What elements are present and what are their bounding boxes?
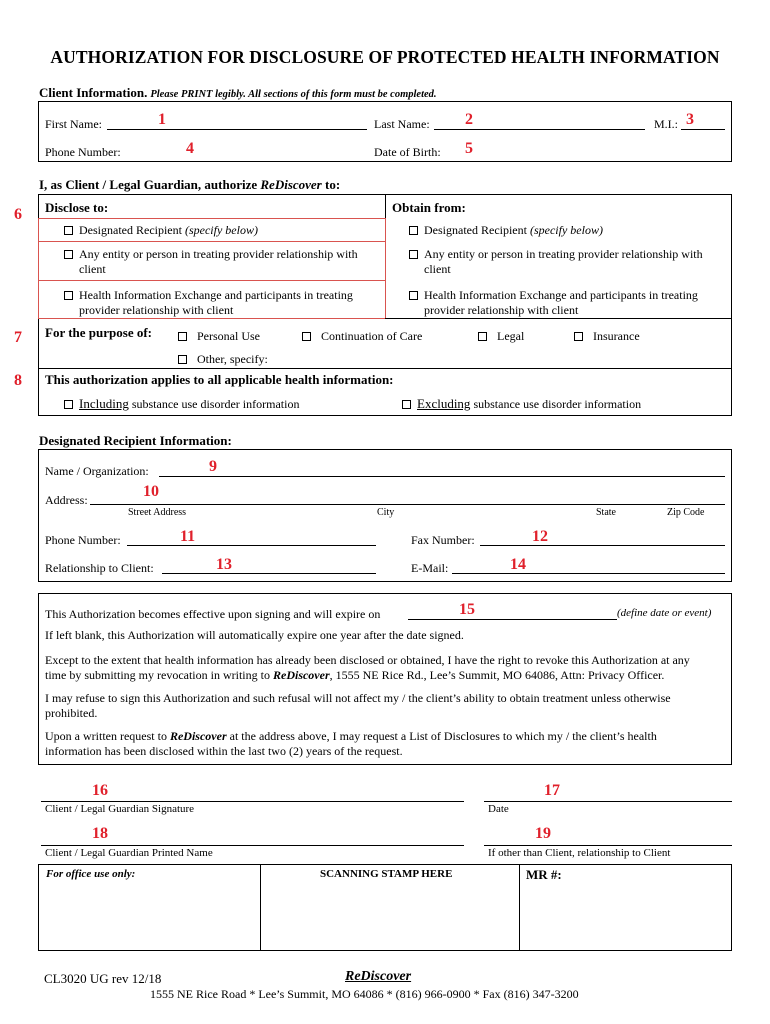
printed-name-caption: Client / Legal Guardian Printed Name (45, 847, 213, 859)
field-number-7: 7 (14, 329, 22, 346)
disclose-designated-note: (specify below) (184, 223, 258, 237)
field-number-11: 11 (180, 528, 196, 545)
checkbox[interactable] (302, 332, 311, 341)
field-number-12: 12 (532, 528, 548, 545)
request-line1-c: at the address above, I may request a List of Disclosures to which my / the client’s health (226, 729, 657, 743)
recipient-address-label: Address: (45, 493, 88, 507)
scanning-stamp-label: SCANNING STAMP HERE (320, 868, 453, 880)
client-info-instruction: Please PRINT legibly. All sections of this form must be completed. (150, 89, 437, 100)
field-number-2: 2 (465, 111, 473, 128)
checkbox[interactable] (64, 400, 73, 409)
recipient-name-field[interactable] (159, 476, 725, 477)
obtain-designated-label: Designated Recipient (424, 223, 530, 237)
dob-label: Date of Birth: (374, 145, 441, 159)
recipient-fax-field[interactable] (480, 545, 725, 546)
revoke-line1: Except to the extent that health information has already been disclosed or obtained, I have the right to revoke this Authorization at any (45, 653, 690, 667)
authorize-lead: I, as Client / Legal Guardian, authorize (39, 177, 261, 192)
purpose-insurance[interactable] (574, 329, 640, 344)
authorize-tail: to: (321, 177, 341, 192)
purpose-legal[interactable] (478, 329, 524, 344)
including-rest: substance use disorder information (128, 397, 300, 411)
request-org: ReDiscover (169, 729, 227, 743)
date-field[interactable] (484, 801, 732, 802)
request-line1 (45, 729, 729, 744)
excluding-word: Excluding (417, 396, 471, 411)
obtain-entity-line1: Any entity or person in treating provider relationship with (424, 247, 703, 261)
obtain-hie-line1: Health Information Exchange and participants in treating (424, 288, 698, 302)
request-line2: information has been disclosed within the last two (2) years of the request. (45, 744, 403, 758)
field-number-13: 13 (216, 556, 232, 573)
last-name-field[interactable] (434, 129, 645, 130)
disclose-highlight-right (385, 218, 386, 318)
applies-divider (38, 368, 732, 369)
recipient-phone-field[interactable] (127, 545, 376, 546)
obtain-option-hie[interactable] (409, 288, 698, 303)
field-number-6: 6 (14, 206, 22, 223)
office-use-label: For office use only: (46, 868, 136, 880)
checkbox[interactable] (178, 332, 187, 341)
checkbox[interactable] (574, 332, 583, 341)
purpose-continuation-label: Continuation of Care (321, 329, 423, 343)
disclose-option-designated[interactable] (64, 223, 258, 238)
field-number-19: 19 (535, 825, 551, 842)
printed-name-field[interactable] (41, 845, 464, 846)
purpose-insurance-label: Insurance (593, 329, 640, 343)
field-number-1: 1 (158, 111, 166, 128)
purpose-legal-label: Legal (497, 329, 525, 343)
zip-caption: Zip Code (667, 507, 705, 518)
blank-text: If left blank, this Authorization will automatically expire one year after the date signed. (45, 628, 464, 642)
city-caption: City (377, 507, 395, 518)
street-caption: Street Address (128, 507, 187, 518)
field-number-14: 14 (510, 556, 526, 573)
mi-label: M.I.: (654, 117, 678, 131)
footer-address: 1555 NE Rice Road * Lee’s Summit, MO 64086 * (816) 966-0900 * Fax (816) 347-3200 (150, 987, 579, 1001)
revoke-line2 (45, 668, 729, 683)
field-number-4: 4 (186, 140, 194, 157)
recipient-relationship-label: Relationship to Client: (45, 561, 154, 575)
signature-field[interactable] (41, 801, 464, 802)
field-number-18: 18 (92, 825, 108, 842)
relationship-caption: If other than Client, relationship to Client (488, 847, 671, 859)
disclose-highlight-sep1 (38, 241, 385, 242)
applies-including[interactable] (64, 396, 299, 412)
disclose-designated-label: Designated Recipient (79, 223, 185, 237)
disclose-heading: Disclose to: (45, 200, 109, 215)
footer-org: ReDiscover (345, 969, 412, 984)
purpose-continuation[interactable] (302, 329, 422, 344)
mr-label: MR #: (526, 867, 562, 882)
checkbox[interactable] (409, 291, 418, 300)
disclose-option-entity[interactable] (64, 247, 358, 262)
disclose-entity-line2: client (79, 262, 106, 276)
recipient-phone-label: Phone Number: (45, 533, 121, 547)
applies-excluding[interactable] (402, 396, 641, 412)
refuse-text (45, 691, 729, 721)
including-word: Including (79, 396, 129, 411)
disclose-highlight-sep2 (38, 280, 385, 281)
refuse-line1: I may refuse to sign this Authorization and such refusal will not affect my / the client’s ability to obtain treatment unless otherwise (45, 691, 671, 705)
field-number-3: 3 (686, 111, 694, 128)
obtain-entity-line2: client (424, 262, 451, 276)
checkbox[interactable] (402, 400, 411, 409)
last-name-label: Last Name: (374, 117, 430, 131)
obtain-designated-note: (specify below) (529, 223, 603, 237)
field-number-8: 8 (14, 372, 22, 389)
purpose-personal[interactable] (178, 329, 260, 344)
field-number-5: 5 (465, 140, 473, 157)
checkbox[interactable] (64, 226, 73, 235)
revoke-text (45, 653, 729, 683)
disclose-highlight-left (38, 218, 39, 318)
checkbox[interactable] (178, 355, 187, 364)
disclose-entity-line1: Any entity or person in treating provider relationship with (79, 247, 358, 261)
office-divider-1 (260, 864, 261, 951)
disclose-option-hie[interactable] (64, 288, 353, 303)
purpose-heading: For the purpose of: (45, 325, 153, 340)
client-info-heading (39, 85, 437, 101)
office-divider-2 (519, 864, 520, 951)
define-note: (define date or event) (617, 607, 712, 619)
recipient-fax-label: Fax Number: (411, 533, 475, 547)
revoke-org: ReDiscover (272, 668, 330, 682)
phone-label: Phone Number: (45, 145, 121, 159)
obtain-option-entity[interactable] (409, 247, 703, 262)
request-text (45, 729, 729, 759)
checkbox[interactable] (64, 291, 73, 300)
applies-heading: This authorization applies to all applicable health information: (45, 372, 394, 387)
recipient-email-label: E-Mail: (411, 561, 449, 575)
disclose-hie-line2: provider relationship with client (79, 303, 234, 317)
recipient-address-field[interactable] (90, 504, 725, 505)
first-name-field[interactable] (107, 129, 367, 130)
authorize-org: ReDiscover (260, 177, 322, 192)
signature-caption: Client / Legal Guardian Signature (45, 803, 195, 815)
effective-text: This Authorization becomes effective upon signing and will expire on (45, 607, 381, 621)
checkbox[interactable] (409, 250, 418, 259)
form-code: CL3020 UG rev 12/18 (44, 971, 162, 986)
recipient-email-field[interactable] (452, 573, 725, 574)
first-name-label: First Name: (45, 117, 102, 131)
field-number-10: 10 (143, 483, 159, 500)
obtain-heading: Obtain from: (392, 200, 466, 215)
checkbox[interactable] (409, 226, 418, 235)
refuse-line2: prohibited. (45, 706, 98, 720)
purpose-personal-label: Personal Use (197, 329, 260, 343)
recipient-heading: Designated Recipient Information: (39, 433, 232, 448)
disclose-highlight-bottom (38, 318, 385, 319)
recipient-relationship-field[interactable] (162, 573, 376, 574)
disclose-highlight-top (38, 218, 385, 219)
expiration-field[interactable] (408, 619, 617, 620)
relationship-field[interactable] (484, 845, 732, 846)
disclose-hie-line1: Health Information Exchange and participants in treating (79, 288, 353, 302)
revoke-line2-a: time by submitting my revocation in writing to (45, 668, 273, 682)
field-number-16: 16 (92, 782, 108, 799)
excluding-rest: substance use disorder information (470, 397, 642, 411)
date-caption: Date (488, 803, 509, 815)
request-line1-a: Upon a written request to (45, 729, 170, 743)
field-number-17: 17 (544, 782, 560, 799)
state-caption: State (596, 507, 616, 518)
checkbox[interactable] (478, 332, 487, 341)
purpose-other[interactable] (178, 352, 268, 367)
authorize-line (39, 177, 340, 193)
client-info-title: Client Information. (39, 85, 148, 100)
obtain-hie-line2: provider relationship with client (424, 303, 579, 317)
obtain-option-designated[interactable] (409, 223, 603, 238)
purpose-other-label: Other, specify: (197, 352, 268, 366)
mi-field[interactable] (681, 129, 725, 130)
revoke-line2-c: , 1555 NE Rice Rd., Lee’s Summit, MO 64086, Attn: Privacy Officer. (329, 668, 665, 682)
field-number-9: 9 (209, 458, 217, 475)
recipient-name-label: Name / Organization: (45, 464, 149, 478)
page-title: AUTHORIZATION FOR DISCLOSURE OF PROTECTED HEALTH INFORMATION (50, 47, 720, 67)
checkbox[interactable] (64, 250, 73, 259)
field-number-15: 15 (459, 601, 475, 618)
